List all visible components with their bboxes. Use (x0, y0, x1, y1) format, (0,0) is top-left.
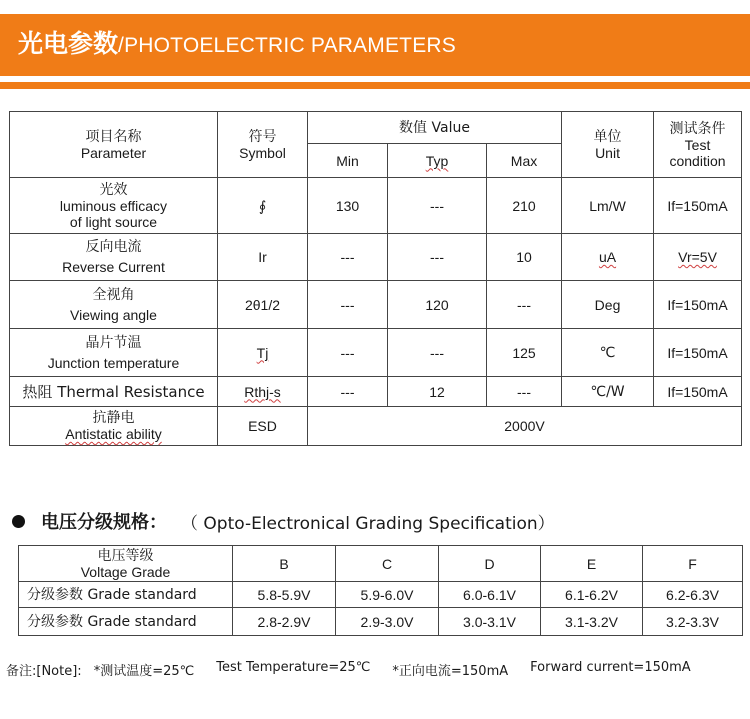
param-min: --- (308, 281, 388, 329)
grade-value: 5.9-6.0V (336, 582, 439, 608)
banner-title-cn: 光电参数 (18, 29, 119, 58)
param-symbol: Tj (218, 329, 308, 377)
param-name: 抗静电 Antistatic ability (10, 407, 218, 446)
photoelectric-parameters-table (9, 111, 742, 446)
param-max: --- (487, 377, 562, 407)
grade-value: 3.1-3.2V (541, 608, 643, 636)
voltage-grading-table (18, 545, 743, 636)
param-typ: --- (388, 178, 487, 234)
param-symbol: 2θ1/2 (218, 281, 308, 329)
param-max: --- (487, 281, 562, 329)
grade-value: 3.2-3.3V (643, 608, 743, 636)
header-parameter: 项目名称 Parameter (10, 112, 218, 178)
grade-value: 6.1-6.2V (541, 582, 643, 608)
param-unit: ℃/W (562, 377, 654, 407)
grade-header-d: D (439, 546, 541, 582)
header-min: Min (308, 144, 388, 178)
note-current-cn: *正向电流=150mA (392, 664, 509, 679)
header-typ: Typ (388, 144, 487, 178)
grade-header-row (19, 546, 743, 582)
grade-row (19, 608, 743, 636)
table-row (10, 407, 742, 446)
grading-section-title (12, 506, 555, 536)
table-row (10, 329, 742, 377)
grade-header-label: 电压等级 Voltage Grade (19, 546, 233, 582)
param-max: 125 (487, 329, 562, 377)
grade-header-e: E (541, 546, 643, 582)
grade-value: 2.8-2.9V (233, 608, 336, 636)
param-symbol: Ir (218, 234, 308, 281)
param-unit: Lm/W (562, 178, 654, 234)
param-condition: If=150mA (654, 178, 742, 234)
banner-divider (0, 82, 750, 89)
param-min: 130 (308, 178, 388, 234)
grading-title-en: （ Opto-Electronical Grading Specification） (181, 513, 555, 534)
param-max: 210 (487, 178, 562, 234)
table-row (10, 281, 742, 329)
grade-value: 2.9-3.0V (336, 608, 439, 636)
param-condition: Vr=5V (654, 234, 742, 281)
grade-value: 3.0-3.1V (439, 608, 541, 636)
header-unit: 单位 Unit (562, 112, 654, 178)
table-row (10, 234, 742, 281)
grading-title-cn: 电压分级规格： (41, 512, 167, 533)
param-name: 反向电流 Reverse Current (10, 234, 218, 281)
banner-title (18, 24, 456, 68)
param-condition: If=150mA (654, 377, 742, 407)
param-name: 光效 luminous efficacy of light source (10, 178, 218, 234)
param-min: --- (308, 234, 388, 281)
param-value: 2000V (308, 407, 742, 446)
note-temp-en: Test Temperature=25℃ (216, 660, 371, 675)
param-unit: ℃ (562, 329, 654, 377)
param-min: --- (308, 377, 388, 407)
grade-value: 6.2-6.3V (643, 582, 743, 608)
banner-title-separator: / (118, 34, 125, 57)
param-name: 热阻 Thermal Resistance (10, 377, 218, 407)
param-unit: uA (562, 234, 654, 281)
footer-note (6, 660, 691, 679)
param-symbol: ESD (218, 407, 308, 446)
note-temp-cn: *测试温度=25℃ (93, 664, 195, 679)
note-current-en: Forward current=150mA (530, 660, 691, 675)
param-unit: Deg (562, 281, 654, 329)
param-name: 晶片节温 Junction temperature (10, 329, 218, 377)
table-row (10, 178, 742, 234)
param-condition: If=150mA (654, 329, 742, 377)
grade-row-label: 分级参数 Grade standard (19, 608, 233, 636)
param-typ: --- (388, 329, 487, 377)
grade-row (19, 582, 743, 608)
param-condition: If=150mA (654, 281, 742, 329)
note-label: 备注:[Note]: (6, 664, 82, 679)
param-typ: 120 (388, 281, 487, 329)
header-test-condition: 测试条件 Test condition (654, 112, 742, 178)
header-symbol: 符号 Symbol (218, 112, 308, 178)
header-max: Max (487, 144, 562, 178)
param-symbol: ∮ (218, 178, 308, 234)
param-typ: --- (388, 234, 487, 281)
param-typ: 12 (388, 377, 487, 407)
header-banner (0, 14, 750, 76)
bullet-icon (12, 515, 25, 528)
table-header-row (10, 112, 742, 144)
grade-header-b: B (233, 546, 336, 582)
param-min: --- (308, 329, 388, 377)
param-max: 10 (487, 234, 562, 281)
table-row (10, 377, 742, 407)
grade-row-label: 分级参数 Grade standard (19, 582, 233, 608)
param-symbol: Rthj-s (218, 377, 308, 407)
header-value-group: 数值 Value (308, 112, 562, 144)
grade-value: 5.8-5.9V (233, 582, 336, 608)
banner-title-en: PHOTOELECTRIC PARAMETERS (124, 34, 456, 57)
param-name: 全视角 Viewing angle (10, 281, 218, 329)
grade-header-f: F (643, 546, 743, 582)
grade-header-c: C (336, 546, 439, 582)
grade-value: 6.0-6.1V (439, 582, 541, 608)
